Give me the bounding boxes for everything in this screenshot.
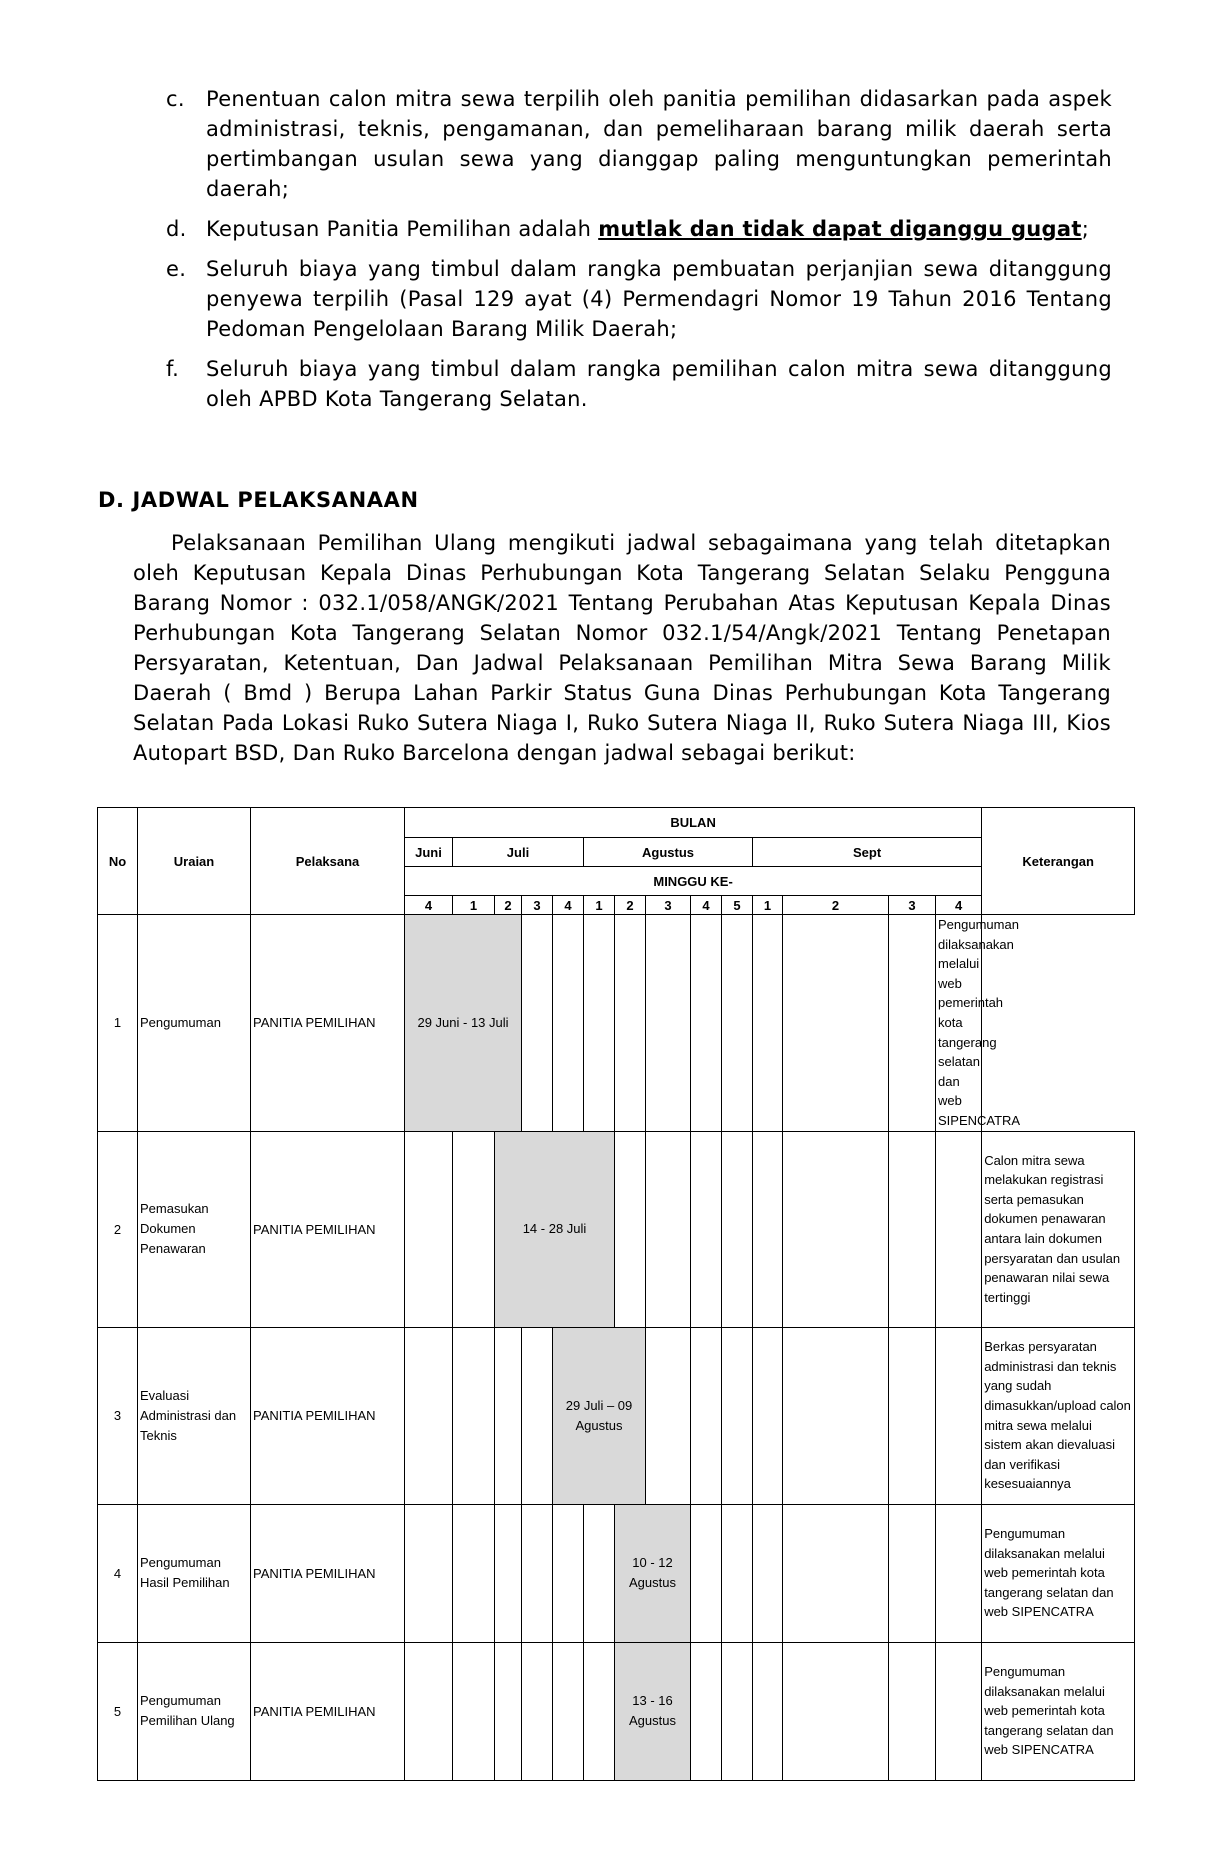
row-uraian: Pengumuman bbox=[138, 915, 251, 1132]
empty-cell bbox=[522, 1642, 553, 1780]
row-no: 4 bbox=[98, 1504, 138, 1642]
list-item-text: Penentuan calon mitra sewa terpilih oleh panitia pemilihan didasarkan pada aspek administrasi, teknis, pengamanan, dan pemeliharaan barang milik daerah serta pertimbangan usulan sewa yang dianggap paling menguntungkan pemerintah daerah; bbox=[206, 87, 1112, 201]
table-row bbox=[98, 1642, 1135, 1780]
empty-cell bbox=[495, 1327, 522, 1504]
terms-list bbox=[166, 84, 1112, 424]
empty-cell bbox=[691, 1642, 722, 1780]
header-week: 1 bbox=[453, 896, 495, 915]
row-pelaksana: PANITIA PEMILIHAN bbox=[251, 1327, 405, 1504]
empty-cell bbox=[615, 915, 646, 1132]
header-minggu: MINGGU KE- bbox=[405, 867, 982, 896]
row-uraian: Pemasukan Dokumen Penawaran bbox=[138, 1131, 251, 1327]
empty-cell bbox=[889, 915, 936, 1132]
empty-cell bbox=[453, 1327, 495, 1504]
header-month: Juni bbox=[405, 838, 453, 867]
empty-cell bbox=[495, 1642, 522, 1780]
row-uraian: Pengumuman Hasil Pemilihan bbox=[138, 1504, 251, 1642]
header-month: Sept bbox=[753, 838, 982, 867]
header-week: 3 bbox=[889, 896, 936, 915]
list-item-text: Seluruh biaya yang timbul dalam rangka pemilihan calon mitra sewa ditanggung oleh APBD Kota Tangerang Selatan. bbox=[206, 357, 1112, 411]
empty-cell bbox=[584, 1504, 615, 1642]
empty-cell bbox=[783, 1504, 889, 1642]
row-no: 5 bbox=[98, 1642, 138, 1780]
row-keterangan: Calon mitra sewa melakukan registrasi serta pemasukan dokumen penawaran antara lain dokumen persyaratan dan usulan penawaran nilai sewa tertinggi bbox=[982, 1131, 1135, 1327]
empty-cell bbox=[783, 915, 889, 1132]
list-item-text: Keputusan Panitia Pemilihan adalah bbox=[206, 217, 599, 241]
empty-cell bbox=[405, 1327, 453, 1504]
header-month: Juli bbox=[453, 838, 584, 867]
empty-cell bbox=[584, 1642, 615, 1780]
empty-cell bbox=[553, 915, 584, 1132]
empty-cell bbox=[753, 915, 783, 1132]
list-item bbox=[166, 214, 1112, 244]
row-uraian: Pengumuman Pemilihan Ulang bbox=[138, 1642, 251, 1780]
header-week: 2 bbox=[495, 896, 522, 915]
list-item bbox=[166, 254, 1112, 344]
table-row bbox=[98, 1504, 1135, 1642]
header-week: 4 bbox=[936, 896, 982, 915]
schedule-bar: 13 - 16 Agustus bbox=[615, 1642, 691, 1780]
list-item bbox=[166, 354, 1112, 414]
empty-cell bbox=[889, 1504, 936, 1642]
row-pelaksana: PANITIA PEMILIHAN bbox=[251, 1131, 405, 1327]
empty-cell bbox=[722, 1642, 753, 1780]
schedule-bar: 29 Juli – 09 Agustus bbox=[553, 1327, 646, 1504]
empty-cell bbox=[753, 1327, 783, 1504]
empty-cell bbox=[691, 915, 722, 1132]
header-week: 4 bbox=[405, 896, 453, 915]
empty-cell bbox=[691, 1327, 722, 1504]
empty-cell bbox=[495, 1504, 522, 1642]
row-pelaksana: PANITIA PEMILIHAN bbox=[251, 915, 405, 1132]
header-week: 5 bbox=[722, 896, 753, 915]
row-keterangan: Pengumuman dilaksanakan melalui web pemerintah kota tangerang selatan dan web SIPENCATRA bbox=[982, 1504, 1135, 1642]
empty-cell bbox=[783, 1642, 889, 1780]
empty-cell bbox=[722, 1327, 753, 1504]
empty-cell bbox=[522, 915, 553, 1132]
header-no: No bbox=[98, 808, 138, 915]
empty-cell bbox=[522, 1504, 553, 1642]
row-pelaksana: PANITIA PEMILIHAN bbox=[251, 1642, 405, 1780]
header-week: 1 bbox=[753, 896, 783, 915]
schedule-table bbox=[97, 807, 1135, 1781]
row-keterangan: Berkas persyaratan administrasi dan teknis yang sudah dimasukkan/upload calon mitra sewa melalui sistem akan dievaluasi dan verifikasi kesesuaiannya bbox=[982, 1327, 1135, 1504]
row-no: 2 bbox=[98, 1131, 138, 1327]
header-week: 3 bbox=[646, 896, 691, 915]
row-pelaksana: PANITIA PEMILIHAN bbox=[251, 1504, 405, 1642]
header-bulan: BULAN bbox=[405, 808, 982, 838]
row-keterangan: Pengumuman dilaksanakan melalui web pemerintah kota tangerang selatan dan web SIPENCATRA bbox=[982, 1642, 1135, 1780]
row-no: 3 bbox=[98, 1327, 138, 1504]
empty-cell bbox=[646, 915, 691, 1132]
schedule-bar: 14 - 28 Juli bbox=[495, 1131, 615, 1327]
empty-cell bbox=[405, 1131, 453, 1327]
empty-cell bbox=[722, 1131, 753, 1327]
list-item bbox=[166, 84, 1112, 204]
empty-cell bbox=[783, 1131, 889, 1327]
empty-cell bbox=[453, 1131, 495, 1327]
empty-cell bbox=[753, 1642, 783, 1780]
schedule-bar: 10 - 12 Agustus bbox=[615, 1504, 691, 1642]
empty-cell bbox=[615, 1131, 646, 1327]
header-week: 4 bbox=[553, 896, 584, 915]
empty-cell bbox=[936, 1327, 982, 1504]
header-uraian: Uraian bbox=[138, 808, 251, 915]
list-item-text: Seluruh biaya yang timbul dalam rangka pembuatan perjanjian sewa ditanggung penyewa terpilih (Pasal 129 ayat (4) Permendagri Nomor 19 Tahun 2016 Tentang Pedoman Pengelolaan Barang Milik Daerah; bbox=[206, 257, 1112, 341]
empty-cell bbox=[691, 1131, 722, 1327]
empty-cell bbox=[889, 1131, 936, 1327]
empty-cell bbox=[936, 1642, 982, 1780]
header-week: 1 bbox=[584, 896, 615, 915]
empty-cell bbox=[691, 1504, 722, 1642]
empty-cell bbox=[722, 915, 753, 1132]
empty-cell bbox=[453, 1642, 495, 1780]
empty-cell bbox=[646, 1327, 691, 1504]
emphasized-text: mutlak dan tidak dapat diganggu gugat bbox=[598, 217, 1082, 241]
table-row bbox=[98, 1327, 1135, 1504]
empty-cell bbox=[936, 1504, 982, 1642]
table-row bbox=[98, 1131, 1135, 1327]
header-pelaksana: Pelaksana bbox=[251, 808, 405, 915]
header-keterangan: Keterangan bbox=[982, 808, 1135, 915]
empty-cell bbox=[405, 1642, 453, 1780]
header-month: Agustus bbox=[584, 838, 753, 867]
empty-cell bbox=[584, 915, 615, 1132]
empty-cell bbox=[936, 1131, 982, 1327]
list-item-text-end: ; bbox=[1081, 217, 1090, 241]
empty-cell bbox=[753, 1131, 783, 1327]
list-marker: c. bbox=[166, 87, 185, 111]
list-marker: e. bbox=[166, 257, 187, 281]
list-marker: d. bbox=[166, 217, 187, 241]
row-uraian: Evaluasi Administrasi dan Teknis bbox=[138, 1327, 251, 1504]
empty-cell bbox=[522, 1327, 553, 1504]
empty-cell bbox=[753, 1504, 783, 1642]
empty-cell bbox=[722, 1504, 753, 1642]
empty-cell bbox=[453, 1504, 495, 1642]
header-week: 2 bbox=[615, 896, 646, 915]
list-marker: f. bbox=[166, 357, 180, 381]
empty-cell bbox=[889, 1642, 936, 1780]
empty-cell bbox=[783, 1327, 889, 1504]
header-week: 2 bbox=[783, 896, 889, 915]
row-keterangan: Pengumuman dilaksanakan melalui web pemerintah kota tangerang selatan dan web SIPENCATRA bbox=[936, 915, 982, 1132]
empty-cell bbox=[553, 1504, 584, 1642]
header-week: 4 bbox=[691, 896, 722, 915]
empty-cell bbox=[553, 1642, 584, 1780]
header-week: 3 bbox=[522, 896, 553, 915]
empty-cell bbox=[646, 1131, 691, 1327]
empty-cell bbox=[889, 1327, 936, 1504]
row-no: 1 bbox=[98, 915, 138, 1132]
table-row bbox=[98, 915, 1135, 1132]
empty-cell bbox=[405, 1504, 453, 1642]
section-heading: D. JADWAL PELAKSANAAN bbox=[98, 488, 419, 512]
section-paragraph: Pelaksanaan Pemilihan Ulang mengikuti jadwal sebagaimana yang telah ditetapkan oleh Keputusan Kepala Dinas Perhubungan Kota Tangerang Selatan Selaku Pengguna Barang Nomor : 032.1/058/ANGK/2021 Tentang Perubahan Atas Keputusan Kepala Dinas Perhubungan Kota Tangerang Selatan Nomor 032.1/54/Angk/2021 Tentang Penetapan Persyaratan, Ketentuan, Dan Jadwal Pelaksanaan Pemilihan Mitra Sewa Barang Milik Daerah ( Bmd ) Berupa Lahan Parkir Status Guna Dinas Perhubungan Kota Tangerang Selatan Pada Lokasi Ruko Sutera Niaga I, Ruko Sutera Niaga II, Ruko Sutera Niaga III, Kios Autopart BSD, Dan Ruko Barcelona dengan jadwal sebagai berikut: bbox=[133, 531, 1111, 765]
schedule-bar: 29 Juni - 13 Juli bbox=[405, 915, 522, 1132]
